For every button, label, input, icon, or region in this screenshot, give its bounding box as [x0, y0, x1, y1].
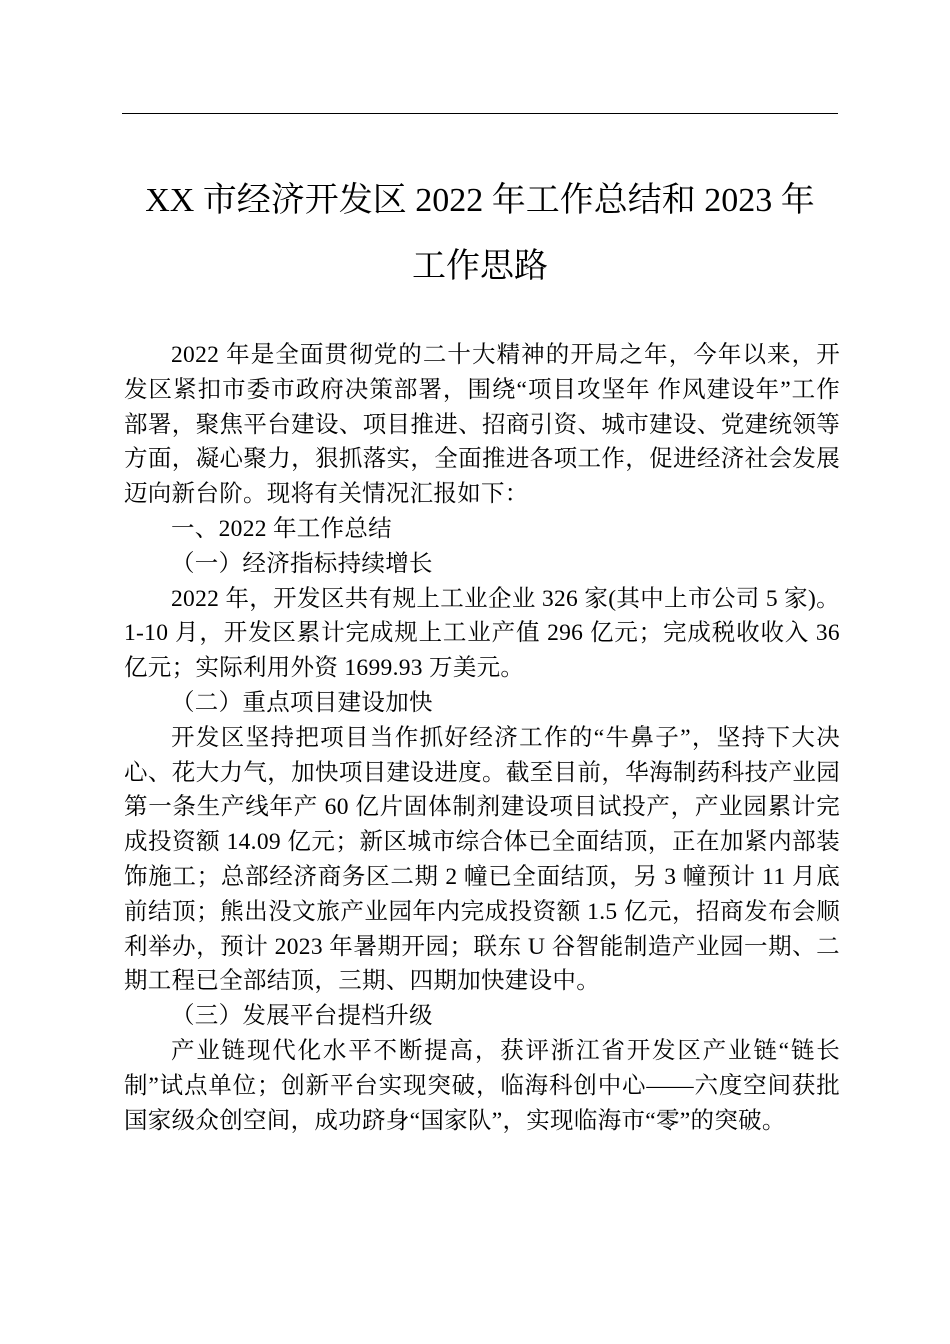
title-line-1: XX 市经济开发区 2022 年工作总结和 2023 年: [145, 182, 815, 219]
title-line-2: 工作思路: [412, 248, 548, 285]
section-heading-1: 一、2022 年工作总结: [171, 515, 392, 542]
subsection-paragraph-1: 2022 年，开发区共有规上工业企业 326 家(其中上市公司 5 家)。1-10 月，开发区累计完成规上工业产值 296 亿元；完成税收收入 36 亿元；实际利用外资 1699.93 万美元。: [124, 585, 840, 682]
document-body: [124, 338, 840, 1138]
document-title: [110, 168, 850, 300]
subsection-paragraph-2: 开发区坚持把项目当作抓好经济工作的“牛鼻子”，坚持下大决心、花大力气，加快项目建设进度。截至目前，华海制药科技产业园第一条生产线年产 60 亿片固体制剂建设项目试投产，产业园累计完成投资额 14.09 亿元；新区城市综合体已全面结顶，正在加紧内部装饰施工；总部经济商务区二期 2 幢已全面结顶，另 3 幢预计 11 月底前结顶；熊出没文旅产业园年内完成投资额 1.5 亿元，招商发布会顺利举办，预计 2023 年暑期开园；联东 U 谷智能制造产业园一期、二期工程已全部结顶，三期、四期加快建设中。: [124, 724, 840, 995]
subsection-heading-1: （一）经济指标持续增长: [171, 550, 433, 577]
subsection-heading-2: （二）重点项目建设加快: [171, 689, 433, 716]
top-divider: [122, 113, 838, 114]
subsection-heading-3: （三）发展平台提档升级: [171, 1003, 433, 1030]
intro-paragraph: 2022 年是全面贯彻党的二十大精神的开局之年，今年以来，开发区紧扣市委市政府决策部署，围绕“项目攻坚年 作风建设年”工作部署，聚焦平台建设、项目推进、招商引资、城市建设、党建统领等方面，凝心聚力，狠抓落实，全面推进各项工作，促进经济社会发展迈向新台阶。现将有关情况汇报如下：: [124, 342, 840, 508]
subsection-paragraph-3: 产业链现代化水平不断提高，获评浙江省开发区产业链“链长制”试点单位；创新平台实现突破，临海科创中心——六度空间获批国家级众创空间，成功跻身“国家队”，实现临海市“零”的突破。: [124, 1037, 840, 1134]
